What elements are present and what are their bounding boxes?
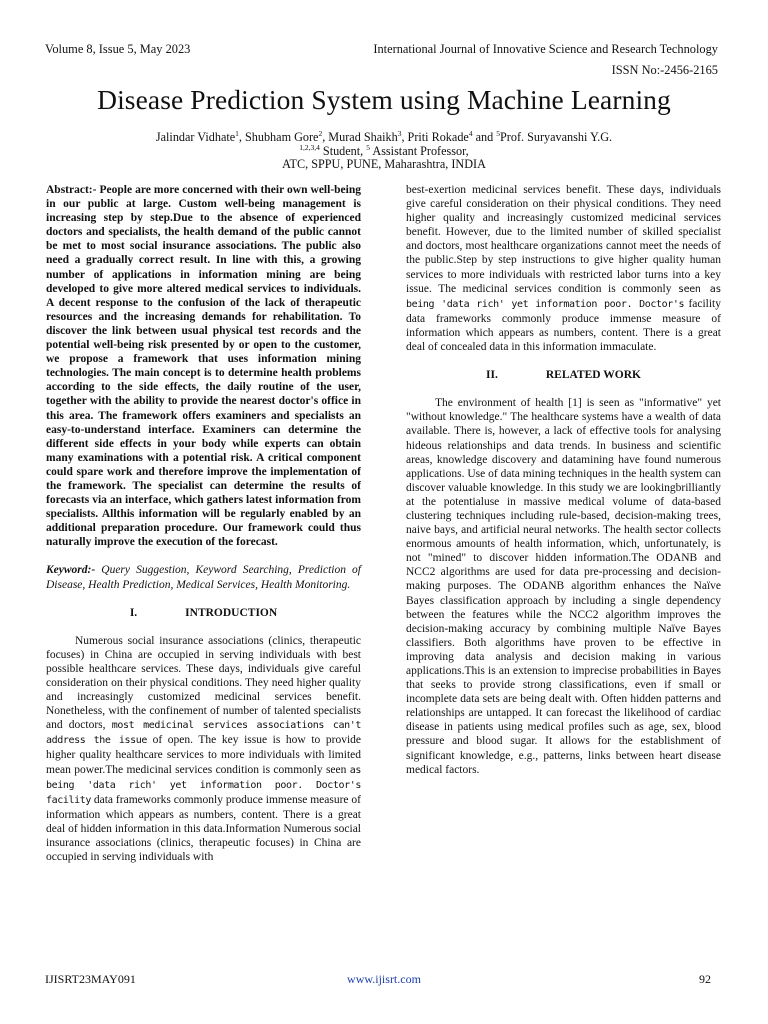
intro-text: Numerous social insurance associations (clinics, therapeutic focuses) in China are occupied in serving individuals with best possible healthcare services. These days, individuals give careful consideration on their physical conditions. They need higher quality and increasingly customized medicinal services benefit. Nonetheless, with the confinement of number of talented specialists and doctors, [46,634,361,732]
author-name: Jalindar Vidhate [155,130,236,145]
section-title: RELATED WORK [545,369,641,382]
author-name: , Murad Shaikh [322,130,398,145]
affil-mark: 5 [366,143,371,152]
author-affil-mark: 2 [318,129,323,138]
affiliation-roles [0,141,768,158]
section-heading-introduction [46,606,361,620]
intro-text: of open. The key issue is how to provide higher quality healthcare services to more individuals with limited mean power.The medicinal services condition is commonly seen [46,734,362,776]
header-journal: International Journal of Innovative Science and Research Technology [373,42,718,56]
author-name: Prof. Suryavanshi Y.G. [500,130,613,145]
header-volume: Volume 8, Issue 5, May 2023 [45,42,191,56]
intro-text-mono: as being 'data rich' yet information poor. Doctor's facility [46,764,361,806]
intro-text: facility data frameworks commonly produce immense measure of information which appears as numbers, content. There is a great deal of concealed data in this information immaculate. [406,297,722,354]
related-work-paragraph: The environment of health [1] is seen as "informative" yet "without knowledge." The healthcare systems have a wealth of data available. There is, however, a lack of effective tools for analysing hideous relationships and data trends. In business and scientific areas, knowledge discovery and datamining have found numerous applications. Use of data mining techniques in the health system can discover valuable knowledge. In this study we are lookingbrilliantly at the potentialuse in massive medical volume of data-based clustering techniques including rule-based, decision-making trees, naive bays, and artificial neural networks. The health sector collects enormous amounts of health information, which, unfortunately, is not "mined" to discover hidden information.The ODANB and NCC2 algorithms are used for data pre-processing and decision-making purposes. The ODANB algorithm enhances the Naïve Bayes classification approach by including a single dependency between the features while the NCC2 algorithm improves the decision-making accuracy by combining multiple Naïve Bayes classifiers. Both algorithms have proven to be effective in improving data analysis and decision making in various applications.This is an extension to imprecise probabilities in Bayes that seeks to provide strong classifications, even if small or incomplete data sets are being dealt with. Often hidden patterns and relationships are untapped. It can forecast the likelihood of cardiac disease in patients using medical profiles such as age, sex, blood pressure and blood sugar. It allows for the establishment of significant knowledge, e.g., patterns, links between heart disease medical factors. [406,397,721,776]
intro-text-mono: most medicinal services associations can't address the issue [46,720,362,747]
footer-website-link[interactable]: www.ijisrt.com [347,972,421,986]
affil-role: Student, [319,144,367,159]
section-number: I. [129,606,138,619]
affil-role: Assistant Professor, [370,144,469,159]
author-conjunction: and [472,130,497,145]
keywords-label: Keyword:- [46,564,96,577]
author-affil-mark: 4 [468,129,473,138]
section-title: INTRODUCTION [185,606,278,619]
abstract: Abstract:- People are more concerned with their own well-being in our public at large. Custom well-being management is increasing step by step.Due to the absence of experienced doctors and specialists, the health demand of the public cannot be met to most social insurance associations. The public also need a gradually correct result. In line with this, a growing number of applications in information mining are being developed to give more altered medical services to individuals. A decent response to the confusion of the lack of therapeutic resources and the increasing demands for rehabilitation. To discover the link between usual physical test records and the potential well-being risk presented by or open to the customer, we propose a framework that uses information mining technologies. The main concept is to determine health problems according to the side effects, the daily routine of the user, together with the ability to provide the nearest doctor's office in this area. The framework offers examiners and specialists an easy-to-understand interface. Examiners can determine the different side effects in your body while experts can obtain many examinations with a potential risk. A critical component could spare work and therefore improve the implementation of the framework. The specialist can determine the results of forecasts via an interface, which gathers latest information from specialists. Allthis information will be regularly enabled by an additional preparation procedure. Our framework could thus naturally improve the execution of the forecast. [46,184,361,549]
left-column [46,183,361,864]
paper-title: Disease Prediction System using Machine Learning [97,84,671,115]
keywords-text: Query Suggestion, Keyword Searching, Prediction of Disease, Health Prediction, Medical Services, Health Monitoring. [46,564,361,591]
section-heading-related-work [406,368,721,382]
intro-text: best-exertion medicinal services benefit. These days, individuals give careful consideration on their physical conditions. They need higher quality and increasingly customized medicinal services benefit. However, due to the limited number of skilled specialist and doctors, most healthcare organizations cannot meet the needs of the public.Step by step instructions to give higher quality human services to more individuals with restricted labor turns into a key issue. The medicinal services condition is commonly [406,184,721,295]
intro-paragraph [46,634,361,865]
keywords [46,563,361,591]
intro-text-mono: seen as being 'data rich' yet information poor. Doctor's [406,283,722,310]
author-affil-mark: 3 [397,129,402,138]
author-affil-mark: 1 [235,129,239,138]
author-name: , Priti Rokade [401,130,469,145]
section-number: II. [486,369,498,382]
footer-page-number: 92 [699,972,711,986]
author-name: , Shubham Gore [238,130,319,145]
intro-text: data frameworks commonly produce immense measure of information which appears as numbers, content. There is a great deal of hidden information in this data.Information Numerous social insurance associations (clinics, therapeutic focuses) in China are occupied in serving individuals with [46,793,362,864]
author-affil-mark: 5 [496,129,501,138]
header-issn: ISSN No:-2456-2165 [611,63,718,77]
affil-mark: 1,2,3,4 [299,143,320,152]
intro-continuation [406,183,721,354]
right-column [406,183,721,777]
footer-paper-id: IJISRT23MAY091 [45,972,136,986]
affiliation-institution: ATC, SPPU, PUNE, Maharashtra, INDIA [282,157,486,171]
